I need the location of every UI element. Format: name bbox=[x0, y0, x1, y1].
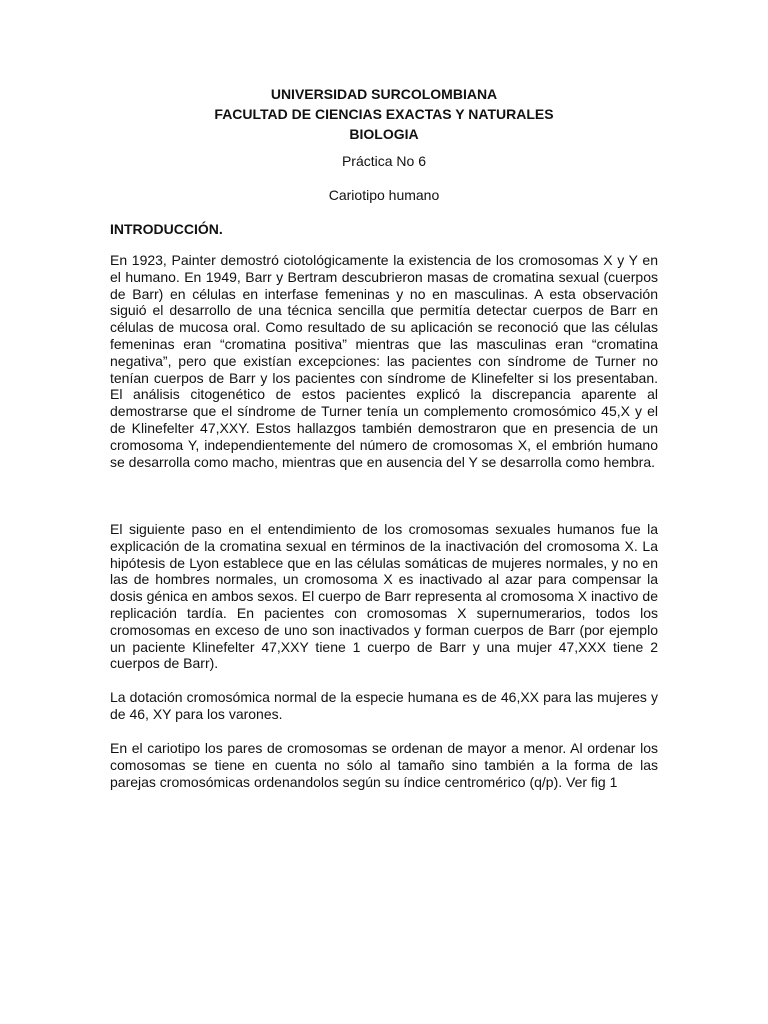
practice-number: Práctica No 6 bbox=[341, 153, 427, 169]
document-subtitle: Cariotipo humano bbox=[328, 187, 440, 203]
paragraph-1: En 1923, Painter demostró ciotológicamente la existencia de los cromosomas X y Y en el humano. En 1949, Barr y Bertram descubrieron masas de cromatina sexual (cuerpos de Barr) en células en interfase femeninas y no en masculinas. A esta observación siguió el desarrollo de una técnica sencilla que permitía detectar cuerpos de Barr en células de mucosa oral. Como resultado de su aplicación se reconoció que las células femeninas eran “cromatina positiva” mientras que las masculinas eran “cromatina negativa”, pero que existían excepciones: las pacientes con síndrome de Turner no tenían cuerpos de Barr y los pacientes con síndrome de Klinefelter si los presentaban. El análisis citogenético de estos pacientes explicó la discrepancia aparente al demostrarse que el síndrome de Turner tenía un complemento cromosómico 45,X y el de Klinefelter 47,XXY. Estos hallazgos también demostraron que en presencia de un cromosoma Y, independientemente del número de cromosomas X, el embrión humano se desarrolla como macho, mientras que en ausencia del Y se desarrolla como hembra. bbox=[110, 252, 658, 470]
paragraph-2: El siguiente paso en el entendimiento de los cromosomas sexuales humanos fue la explicación de la cromatina sexual en términos de la inactivación del cromosoma X. La hipótesis de Lyon establece que en las células somáticas de mujeres normales, y no en las de hombres normales, un cromosoma X es inactivado al azar para compensar la dosis génica en ambos sexos. El cuerpo de Barr representa al cromosoma X inactivo de replicación tardía. En pacientes con cromosomas X supernumerarios, todos los cromosomas en exceso de uno son inactivados y forman cuerpos de Barr (por ejemplo un paciente Klinefelter 47,XXY tiene 1 cuerpo de Barr y una mujer 47,XXX tiene 2 cuerpos de Barr). bbox=[110, 521, 658, 672]
paragraph-3: La dotación cromosómica normal de la especie humana es de 46,XX para las mujeres y de 46, XY para los varones. bbox=[110, 689, 658, 722]
section-heading: INTRODUCCIÓN. bbox=[110, 221, 223, 237]
faculty-name: FACULTAD DE CIENCIAS EXACTAS Y NATURALES bbox=[214, 106, 554, 122]
institution-header bbox=[110, 84, 658, 144]
paragraph-4: En el cariotipo los pares de cromosomas se ordenan de mayor a menor. Al ordenar los comosomas se tiene en cuenta no sólo al tamaño sino también a la forma de las parejas cromosómicas ordenandolos según su índice centromérico (q/p). Ver fig 1 bbox=[110, 740, 658, 790]
program-name: BIOLOGIA bbox=[349, 126, 419, 142]
university-name: UNIVERSIDAD SURCOLOMBIANA bbox=[270, 86, 498, 102]
